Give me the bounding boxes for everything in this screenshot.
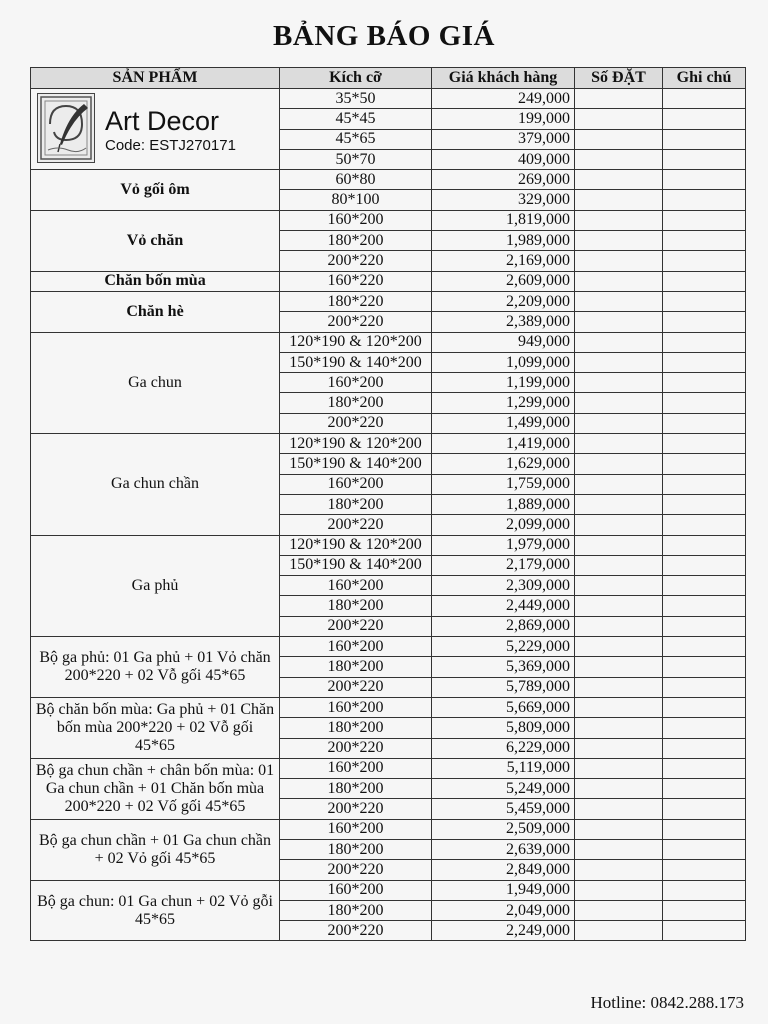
size-cell: 160*200: [280, 819, 432, 839]
note-cell: [663, 170, 746, 190]
note-cell: [663, 637, 746, 657]
qty-cell: [575, 474, 663, 494]
size-cell: 180*200: [280, 494, 432, 514]
note-cell: [663, 291, 746, 311]
table-row: [31, 170, 746, 190]
price-cell: 2,389,000: [432, 312, 575, 332]
size-cell: 160*200: [280, 758, 432, 778]
size-cell: 60*80: [280, 170, 432, 190]
note-cell: [663, 413, 746, 433]
size-cell: 200*220: [280, 738, 432, 758]
qty-cell: [575, 900, 663, 920]
price-cell: 2,169,000: [432, 251, 575, 271]
note-cell: [663, 332, 746, 352]
qty-cell: [575, 190, 663, 210]
price-cell: 5,669,000: [432, 697, 575, 717]
price-cell: 5,459,000: [432, 799, 575, 819]
price-cell: 409,000: [432, 149, 575, 169]
table-row: [31, 271, 746, 291]
size-cell: 180*220: [280, 291, 432, 311]
note-cell: [663, 616, 746, 636]
qty-cell: [575, 149, 663, 169]
price-cell: 199,000: [432, 109, 575, 129]
size-cell: 200*220: [280, 799, 432, 819]
size-cell: 120*190 & 120*200: [280, 535, 432, 555]
note-cell: [663, 819, 746, 839]
size-cell: 160*200: [280, 576, 432, 596]
price-cell: 2,449,000: [432, 596, 575, 616]
product-name: Bộ chăn bốn mùa: Ga phủ + 01 Chăn bốn mùa 200*220 + 02 Vỗ gối 45*65: [31, 697, 280, 758]
header-qty: Số ĐẶT: [575, 68, 663, 89]
note-cell: [663, 515, 746, 535]
table-row: [31, 291, 746, 311]
page-title: BẢNG BÁO GIÁ: [273, 20, 495, 52]
qty-cell: [575, 413, 663, 433]
price-cell: 2,209,000: [432, 291, 575, 311]
size-cell: 180*200: [280, 596, 432, 616]
product-name: Ga chun chần: [31, 434, 280, 535]
product-name: Bộ ga chun: 01 Ga chun + 02 Vỏ gỗi 45*65: [31, 880, 280, 941]
note-cell: [663, 758, 746, 778]
note-cell: [663, 535, 746, 555]
qty-cell: [575, 819, 663, 839]
size-cell: 200*220: [280, 413, 432, 433]
qty-cell: [575, 271, 663, 291]
size-cell: 200*220: [280, 312, 432, 332]
size-cell: 180*200: [280, 657, 432, 677]
product-name: Bộ ga chun chần + chân bốn mùa: 01 Ga chun chần + 01 Chăn bốn mùa 200*220 + 02 Vố gối 45*65: [31, 758, 280, 819]
qty-cell: [575, 616, 663, 636]
qty-cell: [575, 312, 663, 332]
note-cell: [663, 779, 746, 799]
size-cell: 150*190 & 140*200: [280, 454, 432, 474]
price-cell: 2,509,000: [432, 819, 575, 839]
brand-block: [37, 93, 273, 163]
qty-cell: [575, 89, 663, 109]
table-row: [31, 819, 746, 839]
size-cell: 180*200: [280, 393, 432, 413]
feather-logo-icon: [37, 93, 95, 163]
qty-cell: [575, 677, 663, 697]
note-cell: [663, 352, 746, 372]
note-cell: [663, 109, 746, 129]
table-row: [31, 637, 746, 657]
qty-cell: [575, 109, 663, 129]
note-cell: [663, 738, 746, 758]
qty-cell: [575, 839, 663, 859]
note-cell: [663, 434, 746, 454]
table-body: [31, 89, 746, 941]
price-cell: 2,639,000: [432, 839, 575, 859]
note-cell: [663, 657, 746, 677]
table-row: [31, 758, 746, 778]
size-cell: 45*45: [280, 109, 432, 129]
note-cell: [663, 251, 746, 271]
qty-cell: [575, 535, 663, 555]
price-cell: 1,889,000: [432, 494, 575, 514]
note-cell: [663, 89, 746, 109]
size-cell: 200*220: [280, 921, 432, 941]
table-row: [31, 880, 746, 900]
qty-cell: [575, 210, 663, 230]
price-cell: 1,299,000: [432, 393, 575, 413]
price-cell: 5,229,000: [432, 637, 575, 657]
price-cell: 1,629,000: [432, 454, 575, 474]
price-cell: 5,789,000: [432, 677, 575, 697]
price-cell: 1,419,000: [432, 434, 575, 454]
size-cell: 160*200: [280, 880, 432, 900]
note-cell: [663, 149, 746, 169]
qty-cell: [575, 170, 663, 190]
note-cell: [663, 555, 746, 575]
product-name: Chăn bốn mùa: [31, 271, 280, 291]
product-name: Bộ ga chun chần + 01 Ga chun chần + 02 Vỏ gối 45*65: [31, 819, 280, 880]
note-cell: [663, 900, 746, 920]
note-cell: [663, 860, 746, 880]
price-cell: 5,809,000: [432, 718, 575, 738]
note-cell: [663, 494, 746, 514]
brand-cell: [31, 89, 280, 170]
qty-cell: [575, 555, 663, 575]
table-row: [31, 535, 746, 555]
qty-cell: [575, 697, 663, 717]
qty-cell: [575, 393, 663, 413]
size-cell: 120*190 & 120*200: [280, 434, 432, 454]
note-cell: [663, 373, 746, 393]
size-cell: 200*220: [280, 251, 432, 271]
qty-cell: [575, 373, 663, 393]
price-cell: 269,000: [432, 170, 575, 190]
qty-cell: [575, 291, 663, 311]
price-cell: 379,000: [432, 129, 575, 149]
qty-cell: [575, 860, 663, 880]
qty-cell: [575, 738, 663, 758]
price-cell: 2,249,000: [432, 921, 575, 941]
note-cell: [663, 393, 746, 413]
qty-cell: [575, 657, 663, 677]
price-cell: 1,979,000: [432, 535, 575, 555]
price-cell: 1,819,000: [432, 210, 575, 230]
size-cell: 160*200: [280, 210, 432, 230]
qty-cell: [575, 576, 663, 596]
table-row: [31, 332, 746, 352]
note-cell: [663, 271, 746, 291]
size-cell: 200*220: [280, 515, 432, 535]
price-cell: 2,099,000: [432, 515, 575, 535]
size-cell: 180*200: [280, 900, 432, 920]
qty-cell: [575, 718, 663, 738]
product-name: Ga phủ: [31, 535, 280, 636]
header-size: Kích cỡ: [280, 68, 432, 89]
price-cell: 2,849,000: [432, 860, 575, 880]
price-cell: 949,000: [432, 332, 575, 352]
price-cell: 5,369,000: [432, 657, 575, 677]
note-cell: [663, 231, 746, 251]
price-cell: 1,759,000: [432, 474, 575, 494]
note-cell: [663, 677, 746, 697]
price-cell: 1,099,000: [432, 352, 575, 372]
price-cell: 2,309,000: [432, 576, 575, 596]
price-cell: 1,499,000: [432, 413, 575, 433]
size-cell: 200*220: [280, 860, 432, 880]
note-cell: [663, 799, 746, 819]
price-cell: 2,179,000: [432, 555, 575, 575]
price-cell: 1,989,000: [432, 231, 575, 251]
qty-cell: [575, 799, 663, 819]
price-cell: 2,049,000: [432, 900, 575, 920]
size-cell: 200*220: [280, 677, 432, 697]
qty-cell: [575, 779, 663, 799]
qty-cell: [575, 251, 663, 271]
size-cell: 180*200: [280, 718, 432, 738]
qty-cell: [575, 352, 663, 372]
qty-cell: [575, 129, 663, 149]
product-name: Vỏ gối ôm: [31, 170, 280, 211]
size-cell: 160*200: [280, 697, 432, 717]
size-cell: 180*200: [280, 779, 432, 799]
size-cell: 50*70: [280, 149, 432, 169]
table-row: [31, 434, 746, 454]
note-cell: [663, 697, 746, 717]
price-cell: 249,000: [432, 89, 575, 109]
price-cell: 1,199,000: [432, 373, 575, 393]
table-row: [31, 210, 746, 230]
size-cell: 150*190 & 140*200: [280, 352, 432, 372]
brand-code: Code: ESTJ270171: [105, 137, 236, 154]
size-cell: 160*200: [280, 373, 432, 393]
size-cell: 150*190 & 140*200: [280, 555, 432, 575]
qty-cell: [575, 596, 663, 616]
size-cell: 200*220: [280, 616, 432, 636]
size-cell: 35*50: [280, 89, 432, 109]
note-cell: [663, 839, 746, 859]
size-cell: 160*220: [280, 271, 432, 291]
note-cell: [663, 718, 746, 738]
price-cell: 2,869,000: [432, 616, 575, 636]
size-cell: 120*190 & 120*200: [280, 332, 432, 352]
note-cell: [663, 474, 746, 494]
note-cell: [663, 129, 746, 149]
header-note: Ghi chú: [663, 68, 746, 89]
note-cell: [663, 210, 746, 230]
product-name: Ga chun: [31, 332, 280, 433]
note-cell: [663, 312, 746, 332]
product-name: Chăn hè: [31, 291, 280, 332]
qty-cell: [575, 880, 663, 900]
price-cell: 1,949,000: [432, 880, 575, 900]
note-cell: [663, 596, 746, 616]
header-product: SẢN PHẨM: [31, 68, 280, 89]
qty-cell: [575, 454, 663, 474]
product-name: Vỏ chăn: [31, 210, 280, 271]
table-row: [31, 89, 746, 109]
price-cell: 2,609,000: [432, 271, 575, 291]
note-cell: [663, 921, 746, 941]
product-name: Bộ ga phủ: 01 Ga phủ + 01 Vỏ chăn 200*220 + 02 Vỗ gối 45*65: [31, 637, 280, 698]
qty-cell: [575, 758, 663, 778]
note-cell: [663, 576, 746, 596]
price-table: [30, 67, 746, 941]
qty-cell: [575, 494, 663, 514]
qty-cell: [575, 637, 663, 657]
table-header-row: [31, 68, 746, 89]
price-cell: 6,229,000: [432, 738, 575, 758]
note-cell: [663, 190, 746, 210]
qty-cell: [575, 434, 663, 454]
size-cell: 45*65: [280, 129, 432, 149]
price-cell: 329,000: [432, 190, 575, 210]
size-cell: 160*200: [280, 474, 432, 494]
size-cell: 180*200: [280, 839, 432, 859]
qty-cell: [575, 921, 663, 941]
qty-cell: [575, 231, 663, 251]
note-cell: [663, 454, 746, 474]
size-cell: 180*200: [280, 231, 432, 251]
price-cell: 5,119,000: [432, 758, 575, 778]
qty-cell: [575, 515, 663, 535]
hotline: Hotline: 0842.288.173: [590, 993, 744, 1012]
size-cell: 160*200: [280, 637, 432, 657]
brand-name: Art Decor: [105, 106, 220, 136]
table-row: [31, 697, 746, 717]
qty-cell: [575, 332, 663, 352]
size-cell: 80*100: [280, 190, 432, 210]
price-cell: 5,249,000: [432, 779, 575, 799]
note-cell: [663, 880, 746, 900]
header-price: Giá khách hàng: [432, 68, 575, 89]
